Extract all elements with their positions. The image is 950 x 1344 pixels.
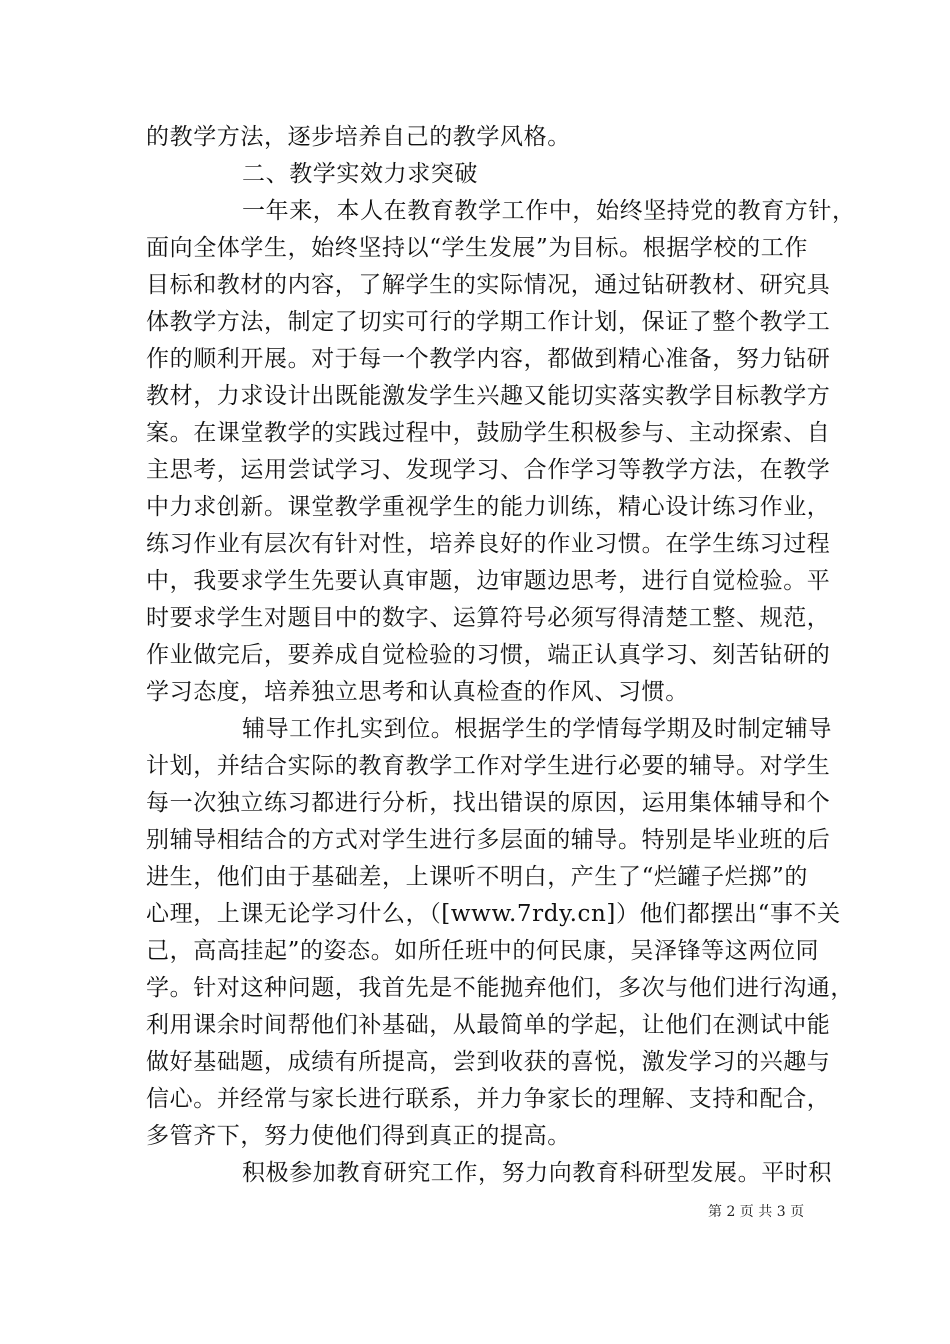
paragraph-start-line: 一年来，本人在教育教学工作中，始终坚持党的教育方针， [242,198,856,224]
text-line: 作业做完后，要养成自觉检验的习惯，端正认真学习、刻苦钻研的 [146,642,831,668]
text-line: 主思考，运用尝试学习、发现学习、合作学习等教学方法，在教学 [146,457,831,483]
text-line: 学。针对这种问题，我首先是不能抛弃他们，多次与他们进行沟通， [146,975,854,1001]
text-line: 中，我要求学生先要认真审题，边审题边思考，进行自觉检验。平 [146,568,831,594]
text-line: 利用课余时间帮他们补基础，从最简单的学起，让他们在测试中能 [146,1012,831,1038]
document-body [146,119,856,1192]
text-line: 练习作业有层次有针对性，培养良好的作业习惯。在学生练习过程 [146,531,831,557]
text-line: 作的顺利开展。对于每一个教学内容，都做到精心准备，努力钻研 [146,346,831,372]
page-number-footer: 第 2 页 共 3 页 [708,1204,805,1220]
text-line: 多管齐下，努力使他们得到真正的提高。 [146,1123,571,1149]
text-line: 进生，他们由于基础差，上课听不明白，产生了“烂罐子烂掷”的 [146,864,808,890]
text-line: 教材，力求设计出既能激发学生兴趣又能切实落实教学目标教学方 [146,383,831,409]
text-line: 心理，上课无论学习什么，（[www.7rdy.cn]）他们都摆出“事不关 [146,901,841,927]
paragraph-start-line: 积极参加教育研究工作，努力向教育科研型发展。平时积 [242,1160,832,1186]
text-line: 每一次独立练习都进行分析，找出错误的原因，运用集体辅导和个 [146,790,831,816]
text-line: 计划，并结合实际的教育教学工作对学生进行必要的辅导。对学生 [146,753,831,779]
section-heading: 二、教学实效力求突破 [242,161,478,187]
text-line: 信心。并经常与家长进行联系，并力争家长的理解、支持和配合， [146,1086,831,1112]
text-line: 的教学方法，逐步培养自己的教学风格。 [146,124,571,150]
text-line: 中力求创新。课堂教学重视学生的能力训练，精心设计练习作业， [146,494,831,520]
text-line: 己，高高挂起”的姿态。如所任班中的何民康，吴泽锋等这两位同 [146,938,820,964]
text-line: 目标和教材的内容，了解学生的实际情况，通过钻研教材、研究具 [146,272,831,298]
text-line: 体教学方法，制定了切实可行的学期工作计划，保证了整个教学工 [146,309,831,335]
text-line: 别辅导相结合的方式对学生进行多层面的辅导。特别是毕业班的后 [146,827,831,853]
paragraph-start-line: 辅导工作扎实到位。根据学生的学情每学期及时制定辅导 [242,716,832,742]
text-line: 学习态度，培养独立思考和认真检查的作风、习惯。 [146,679,689,705]
text-line: 面向全体学生，始终坚持以“学生发展”为目标。根据学校的工作 [146,235,808,261]
text-line: 做好基础题，成绩有所提高，尝到收获的喜悦，激发学习的兴趣与 [146,1049,831,1075]
text-line: 案。在课堂教学的实践过程中，鼓励学生积极参与、主动探索、自 [146,420,831,446]
text-line: 时要求学生对题目中的数字、运算符号必须写得清楚工整、规范， [146,605,831,631]
